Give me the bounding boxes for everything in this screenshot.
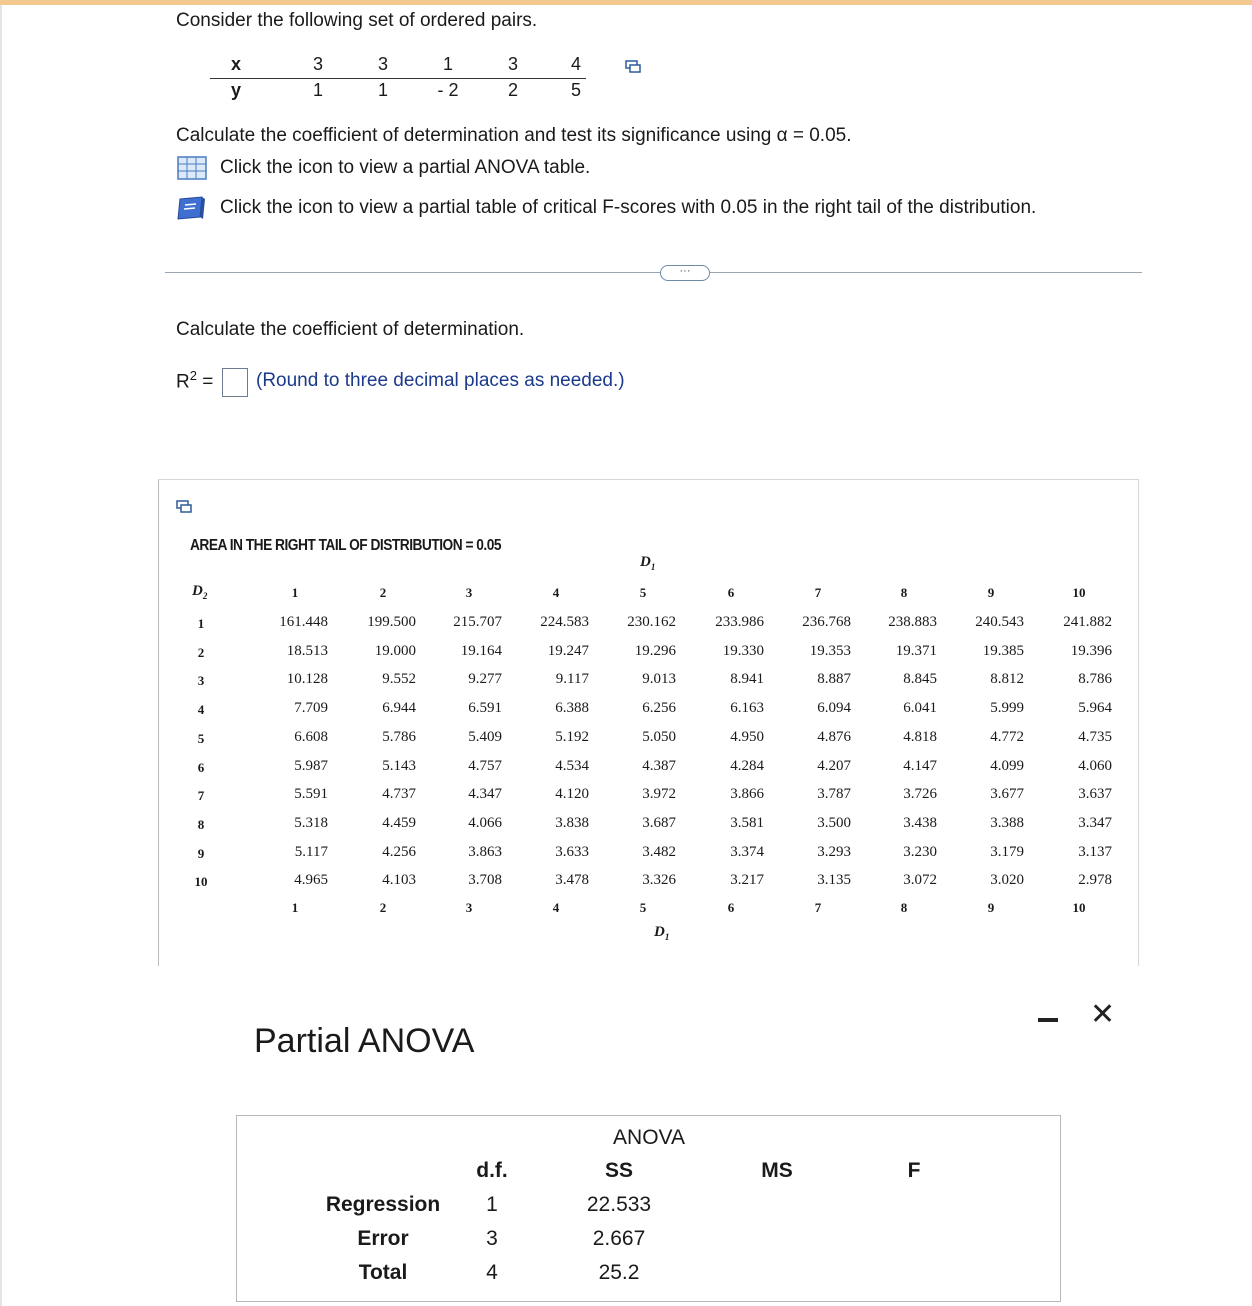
ftable-cell: 3.347 (1078, 814, 1112, 831)
question-intro: Consider the following set of ordered pairs. (176, 10, 538, 31)
anova-table-title: ANOVA (613, 1126, 685, 1149)
x-header: x (230, 54, 241, 74)
ftable-cell: 3.500 (817, 814, 851, 831)
ftable-cell: 3.135 (817, 872, 851, 889)
ftable-cell: 3.581 (730, 814, 764, 831)
ftable-row-label: 10 (194, 874, 208, 890)
ftable-cell: 6.608 (294, 728, 328, 745)
ftable-cell: 3.708 (468, 872, 502, 889)
fscores-link-text[interactable]: Click the icon to view a partial table of critical F-scores with 0.05 in the right tail of the distribution. (220, 197, 1037, 218)
ftable-col-footer: 1 (291, 900, 299, 915)
ftable-cell: 4.347 (468, 786, 502, 803)
ftable-cell: 3.637 (1078, 786, 1112, 803)
ftable-row-label: 8 (197, 816, 205, 832)
ftable-row-label: 4 (197, 702, 205, 718)
x-value: 4 (570, 54, 581, 74)
ftable-cell: 5.318 (294, 814, 328, 831)
ftable-cell: 3.677 (990, 786, 1024, 803)
ftable-cell: 19.385 (982, 642, 1024, 659)
x-value: 1 (442, 54, 453, 74)
ftable-col-header: 3 (465, 585, 473, 600)
ftable-cell: 233.986 (715, 614, 764, 630)
d1-label-top: $D_1$ (640, 554, 656, 572)
ftable-cell: 19.164 (460, 642, 502, 659)
ftable-cell: 8.887 (817, 671, 851, 688)
ftable-cell: 4.772 (990, 728, 1024, 745)
pairs-rule (210, 78, 586, 79)
ftable-cell: 4.737 (382, 786, 416, 803)
book-icon[interactable] (176, 195, 208, 221)
ftable-cell: 4.965 (294, 872, 328, 889)
ftable-cell: 6.256 (642, 700, 676, 717)
header-ss: SS (604, 1159, 633, 1182)
ftable-cell: 6.944 (382, 700, 416, 717)
ftable-cell: 2.978 (1078, 872, 1112, 889)
r-squared-input[interactable] (222, 368, 248, 397)
anova-row-df: 1 (486, 1193, 498, 1216)
ftable-cell: 3.374 (730, 843, 764, 860)
x-value: 3 (377, 54, 388, 74)
minimize-button[interactable] (1038, 1018, 1058, 1022)
rounding-hint: (Round to three decimal places as needed.) (256, 370, 625, 391)
ftable-cell: 4.757 (468, 757, 502, 774)
ftable-cell: 4.120 (555, 786, 589, 803)
ftable-cell: 3.137 (1078, 843, 1112, 860)
anova-table (236, 1115, 1061, 1302)
ftable-cell: 3.478 (555, 872, 589, 889)
ftable-cell: 4.534 (555, 757, 589, 774)
ftable-cell: 224.583 (540, 614, 589, 630)
ftable-row-label: 9 (197, 845, 205, 861)
ftable-row-label: 2 (197, 644, 205, 660)
ftable-cell: 19.000 (374, 642, 416, 659)
ftable-cell: 3.020 (990, 872, 1024, 889)
ftable-cell: 4.284 (730, 757, 764, 774)
ftable-cell: 3.633 (555, 843, 589, 860)
answer-sup: 2 (189, 368, 197, 383)
ftable-cell: 236.768 (802, 614, 851, 630)
close-icon[interactable]: ✕ (1090, 998, 1116, 1031)
ordered-pairs-table (210, 54, 600, 104)
anova-row-ss: 22.533 (586, 1193, 652, 1216)
ftable-cell: 3.863 (468, 843, 502, 860)
ftable-cell: 10.128 (286, 671, 328, 688)
ftable-col-footer: 5 (639, 900, 647, 915)
ftable-cell: 3.972 (642, 786, 676, 803)
ftable-cell: 215.707 (453, 614, 502, 630)
ftable-cell: 8.812 (990, 671, 1024, 688)
ftable-cell: 3.866 (730, 786, 764, 803)
ftable-cell: 4.256 (382, 843, 416, 860)
header-f: F (907, 1159, 921, 1182)
ftable-cell: 3.230 (903, 843, 937, 860)
ftable-cell: 6.094 (817, 700, 851, 717)
ftable-col-header: 10 (1072, 585, 1086, 600)
fscores-link-row[interactable] (176, 195, 1036, 221)
ftable-cell: 5.987 (294, 757, 328, 774)
ftable-col-header: 7 (814, 585, 822, 600)
ftable-row-label: 7 (197, 788, 205, 804)
ftable-cell: 5.591 (294, 786, 328, 803)
ftable-title: AREA IN THE RIGHT TAIL OF DISTRIBUTION = 0.05 (190, 537, 502, 554)
ftable-cell: 19.296 (634, 642, 676, 659)
ftable-cell: 5.117 (294, 843, 328, 860)
answer-label (176, 368, 213, 393)
ftable-cell: 9.013 (642, 671, 676, 688)
ftable-col-footer: 7 (814, 900, 822, 915)
ftable-cell: 19.396 (1070, 642, 1112, 659)
ftable-cell: 3.838 (555, 814, 589, 831)
ftable-col-footer: 10 (1072, 900, 1086, 915)
y-value: - 2 (437, 80, 459, 100)
anova-row-source: Regression (325, 1193, 441, 1216)
ftable-cell: 6.041 (903, 700, 937, 717)
ftable-col-header: 9 (987, 585, 995, 600)
ftable-col-footer: 9 (987, 900, 995, 915)
ftable-cell: 5.192 (555, 728, 589, 745)
part-prompt: Calculate the coefficient of determination. (176, 319, 525, 340)
ftable-col-header: 4 (552, 585, 560, 600)
ftable-cell: 6.591 (468, 700, 502, 717)
y-value: 1 (377, 80, 388, 100)
ftable-col-header: 5 (639, 585, 647, 600)
left-edge (0, 5, 2, 1306)
ftable-cell: 4.950 (730, 728, 764, 745)
ftable-col-footer: 8 (900, 900, 908, 915)
more-button[interactable]: ··· (660, 265, 710, 281)
top-accent-strip (0, 0, 1252, 5)
ftable-cell: 8.845 (903, 671, 937, 688)
y-value: 1 (312, 80, 323, 100)
ftable-cell: 19.371 (895, 642, 937, 659)
ftable-cell: 9.117 (555, 671, 589, 688)
ftable-col-footer: 4 (552, 900, 560, 915)
ftable-cell: 4.735 (1078, 728, 1112, 745)
ftable-cell: 9.552 (382, 671, 416, 688)
ftable-cell: 5.143 (382, 757, 416, 774)
ftable-cell: 7.709 (294, 700, 328, 717)
ftable-col-header: 1 (291, 585, 299, 600)
ftable-cell: 6.388 (555, 700, 589, 717)
y-value: 5 (570, 80, 581, 100)
ftable-cell: 4.060 (1078, 757, 1112, 774)
y-value: 2 (507, 80, 518, 100)
header-df: d.f. (476, 1159, 508, 1182)
ftable-cell: 19.247 (547, 642, 589, 659)
ftable-cell: 19.353 (809, 642, 851, 659)
ftable-cell: 8.941 (730, 671, 764, 688)
y-header: y (230, 80, 241, 100)
ftable-row-label: 3 (197, 673, 205, 689)
ftable-cell: 3.482 (642, 843, 676, 860)
anova-row-df: 4 (486, 1261, 498, 1284)
ftable-cell: 6.163 (730, 700, 764, 717)
d1-label-bottom: $D_1$ (654, 924, 670, 942)
ftable-cell: 5.964 (1078, 700, 1112, 717)
anova-popup-title: Partial ANOVA (254, 1022, 475, 1060)
ftable-cell: 241.882 (1063, 614, 1112, 630)
ftable-cell: 3.438 (903, 814, 937, 831)
section-divider (165, 272, 1142, 273)
ftable-cell: 5.786 (382, 728, 416, 745)
ftable-cell: 3.687 (642, 814, 676, 831)
copy-icon[interactable] (625, 60, 641, 78)
ftable-col-footer: 2 (379, 900, 387, 915)
table-grid-icon[interactable] (176, 155, 208, 181)
ftable-cell: 9.277 (468, 671, 502, 688)
ftable-cell: 4.818 (903, 728, 937, 745)
ftable-cell: 4.103 (382, 872, 416, 889)
ftable-cell: 4.099 (990, 757, 1024, 774)
anova-row-ss: 25.2 (598, 1261, 640, 1284)
ftable-cell: 4.387 (642, 757, 676, 774)
ftable-cell: 240.543 (975, 614, 1024, 630)
ftable-cell: 4.207 (817, 757, 851, 774)
ftable-cell: 5.999 (990, 700, 1024, 717)
ftable-col-header: 6 (727, 585, 735, 600)
anova-link-row[interactable] (176, 155, 590, 181)
ftable-cell: 18.513 (286, 642, 328, 659)
ftable-cell: 3.726 (903, 786, 937, 803)
panel-border (158, 480, 159, 966)
instruction-text: Calculate the coefficient of determination and test its significance using α = 0.05. (176, 125, 852, 146)
anova-row-df: 3 (486, 1227, 498, 1250)
ftable-cell: 3.072 (903, 872, 937, 889)
anova-row-ss: 2.667 (592, 1227, 646, 1250)
ftable-row-label: 1 (197, 616, 205, 631)
ftable-cell: 199.500 (367, 614, 416, 630)
ftable-cell: 4.066 (468, 814, 502, 831)
anova-row-source: Error (357, 1227, 409, 1250)
ftable-col-footer: 3 (465, 900, 473, 915)
ftable-cell: 4.459 (382, 814, 416, 831)
ftable-cell: 5.409 (468, 728, 502, 745)
ftable-cell: 230.162 (627, 614, 676, 630)
ftable-cell: 3.326 (642, 872, 676, 889)
ftable-cell: 5.050 (642, 728, 676, 745)
d2-label: $D_2$ (192, 583, 208, 601)
ftable-row-label: 6 (197, 759, 205, 775)
ftable-cell: 19.330 (722, 642, 764, 659)
ftable-cell: 8.786 (1078, 671, 1112, 688)
answer-equals: = (202, 371, 214, 393)
ftable-col-header: 2 (379, 585, 387, 600)
answer-r: R (176, 371, 190, 393)
ftable-cell: 3.787 (817, 786, 851, 803)
ftable-cell: 3.179 (990, 843, 1024, 860)
x-value: 3 (312, 54, 323, 74)
ftable-cell: 3.388 (990, 814, 1024, 831)
anova-row-source: Total (358, 1261, 408, 1284)
ftable-cell: 161.448 (279, 614, 328, 630)
ftable-cell: 4.147 (903, 757, 937, 774)
fscore-table-panel (158, 479, 1139, 966)
anova-link-text[interactable]: Click the icon to view a partial ANOVA table. (220, 157, 591, 178)
ftable-cell: 3.293 (817, 843, 851, 860)
ftable-col-header: 8 (900, 585, 908, 600)
x-value: 3 (507, 54, 518, 74)
copy-icon[interactable] (176, 500, 192, 518)
ftable-cell: 3.217 (730, 872, 764, 889)
ftable-col-footer: 6 (727, 900, 735, 915)
ftable-cell: 238.883 (888, 614, 937, 630)
ftable-row-label: 5 (197, 730, 205, 746)
ftable-cell: 4.876 (817, 728, 851, 745)
header-ms: MS (761, 1159, 793, 1182)
